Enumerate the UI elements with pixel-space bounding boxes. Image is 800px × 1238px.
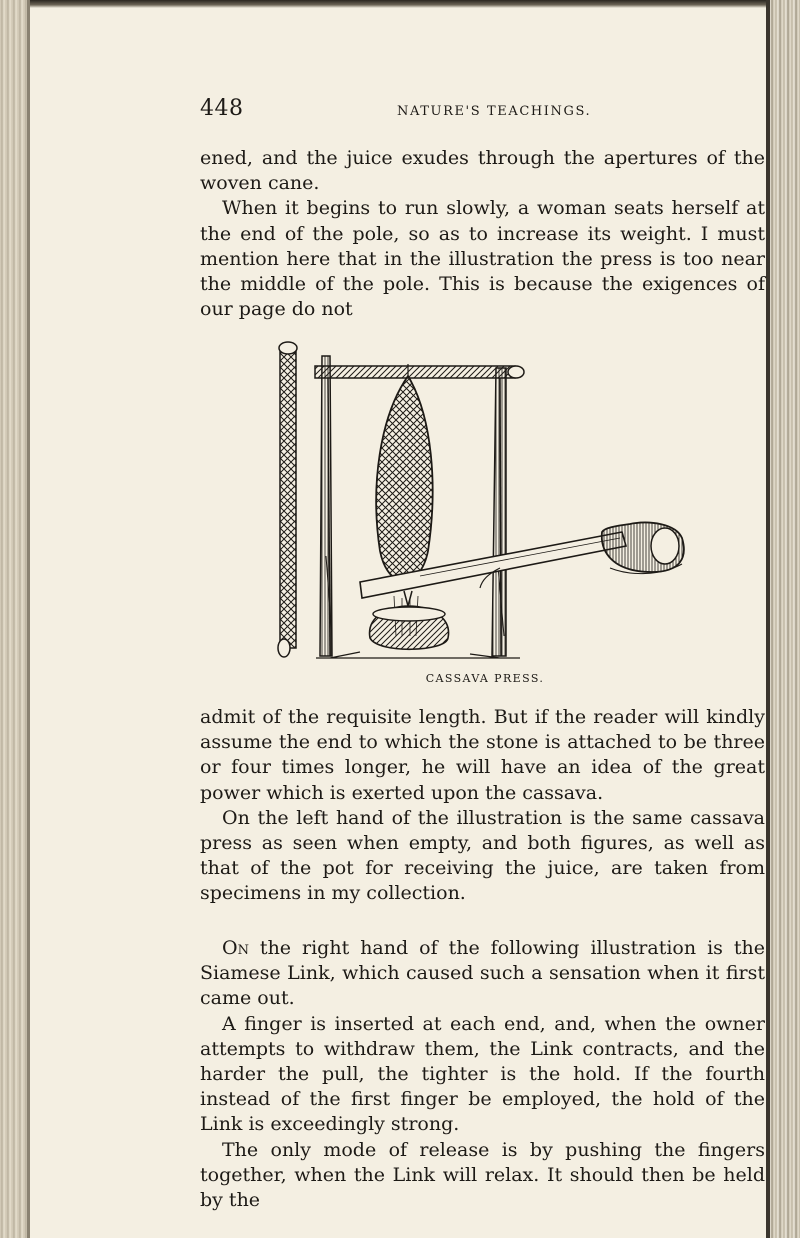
text-block-bottom bbox=[200, 936, 765, 1213]
paragraph: admit of the requisite length. But if the reader will kindly assume the end to which the stone is attached to be three or four times longer, he will have an idea of the great power which is exerted upon the cassava. bbox=[200, 706, 765, 804]
running-head: NATURE'S TEACHINGS. bbox=[397, 104, 592, 119]
page-fore-edge bbox=[766, 0, 800, 1238]
page-number: 448 bbox=[200, 96, 244, 121]
paragraph: When it begins to run slowly, a woman seats herself at the end of the pole, so as to increase its weight. I must mention here that in the illustration the press is too near the middle of the pole. This is because the exigences of our page do not bbox=[200, 197, 765, 321]
paragraph: On the left hand of the illustration is the same cassava press as seen when empty, and both figures, as well as that of the pot for receiving the juice, are taken from specimens in my collection. bbox=[200, 806, 765, 905]
paragraph bbox=[200, 936, 765, 1012]
book-gutter bbox=[0, 0, 30, 1238]
small-caps-lead: On bbox=[222, 937, 249, 959]
text-block-middle bbox=[200, 705, 765, 907]
woven-cane-press bbox=[376, 376, 432, 636]
cassava-press-illustration bbox=[270, 336, 700, 666]
paragraph: The only mode of release is by pushing the fingers together, when the Link will relax. It should then be held by the bbox=[200, 1138, 765, 1212]
ground-line bbox=[316, 652, 520, 658]
cassava-press-figure bbox=[270, 336, 700, 685]
paragraph: A finger is inserted at each end, and, when the owner attempts to withdraw them, the Link contracts, and the harder the pull, the tighter is the hold. If the fourth instead of the first finger be employed, the hold of the Link is exceedingly strong. bbox=[200, 1012, 765, 1136]
text-block-top bbox=[200, 146, 765, 322]
paragraph-text: the right hand of the following illustration is the Siamese Link, which caused such a sensation when it first came out. bbox=[200, 937, 765, 1010]
paragraph: ened, and the juice exudes through the apertures of the woven cane. bbox=[200, 147, 765, 195]
page-header bbox=[200, 96, 765, 126]
empty-press-tube bbox=[278, 342, 297, 657]
juice-pot bbox=[370, 606, 449, 649]
stone-weight bbox=[602, 523, 684, 574]
book-page bbox=[200, 0, 765, 1238]
figure-caption: CASSAVA PRESS. bbox=[425, 672, 545, 685]
